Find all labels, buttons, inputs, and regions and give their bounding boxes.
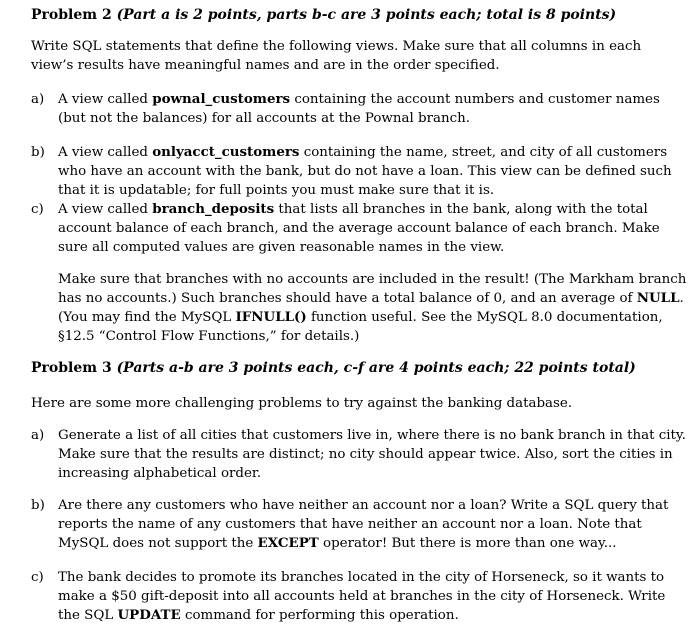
null-keyword: NULL xyxy=(636,290,680,306)
problem-2-part-b xyxy=(31,143,686,200)
part-b-text: A view called onlyacct_customers containing the name, street, and city of all customers who have an account with the bank, but do not have a loan. This view can be defined such that it is updatable; for full points you must make sure that it is. xyxy=(58,144,672,198)
problem-2-points: (Part a is 2 points, parts b-c are 3 points each; total is 8 points) xyxy=(116,7,617,23)
problem-3-part-c xyxy=(31,568,686,625)
problem-3-part-b xyxy=(31,496,686,553)
part-a-marker: a) xyxy=(31,92,45,107)
problem-2-part-c xyxy=(31,200,686,257)
p3-part-a-text: Generate a list of all cities that customers live in, where there is no bank branch in that city. Make sure that the results are distinct; no city should appear twice. Also, sort the cities in increasing alphabetical order. xyxy=(58,428,686,481)
problem-3-intro: Here are some more challenging problems to try against the banking database. xyxy=(31,396,573,411)
problem-2-part-a xyxy=(31,90,686,128)
part-a-text: A view called pownal_customers containing the account numbers and customer names (but not the balances) for all accounts at the Pownal branch. xyxy=(58,91,660,126)
problem-3-title: Problem 3 xyxy=(31,360,117,376)
p3-part-c-marker: c) xyxy=(31,570,44,585)
p3-part-a-marker: a) xyxy=(31,428,45,443)
p3-part-c-text: The bank decides to promote its branches located in the city of Horseneck, so it wants to make a $50 gift-deposit into all accounts held at branches in the city of Horseneck. Write the SQL UPDATE command for performing this operation. xyxy=(58,570,666,623)
view-name-branch-deposits: branch_deposits xyxy=(152,201,275,217)
view-name-onlyacct-customers: onlyacct_customers xyxy=(152,144,300,160)
view-name-pownal-customers: pownal_customers xyxy=(152,91,291,107)
p3-part-b-text: Are there any customers who have neither an account nor a loan? Write a SQL query that reports the name of any customers that have neither an account nor a loan. Note that MySQL does not support the EXCEPT operator! But there is more than one way... xyxy=(58,498,669,551)
update-keyword: UPDATE xyxy=(117,607,181,623)
problem-3-part-a xyxy=(31,426,686,483)
problem-2-part-c-note: Make sure that branches with no accounts are included in the result! (The Markham branch has no accounts.) Such branches should have a total balance of 0, and an average of NULL. (You may find the MySQL IFNULL() function useful. See the MySQL 8.0 documentation, §12.5 “Control Flow Functions,” for details.) xyxy=(58,272,687,344)
problem-3-points: (Parts a-b are 3 points each, c-f are 4 points each; 22 points total) xyxy=(116,360,636,376)
ifnull-keyword: IFNULL() xyxy=(235,309,307,325)
p3-part-b-marker: b) xyxy=(31,498,45,513)
problem-2-title: Problem 2 xyxy=(31,7,117,23)
problem-2-heading xyxy=(31,6,616,25)
part-c-marker: c) xyxy=(31,202,44,217)
problem-3-heading xyxy=(31,359,636,378)
problem-2-intro: Write SQL statements that define the following views. Make sure that all columns in each view’s results have meaningful names and are in the order specified. xyxy=(31,39,642,73)
part-c-text: A view called branch_deposits that lists all branches in the bank, along with the total account balance of each branch, and the average account balance of each branch. Make sure all computed values are given reasonable names in the view. xyxy=(58,201,660,255)
part-b-marker: b) xyxy=(31,145,45,160)
except-keyword: EXCEPT xyxy=(257,535,319,551)
